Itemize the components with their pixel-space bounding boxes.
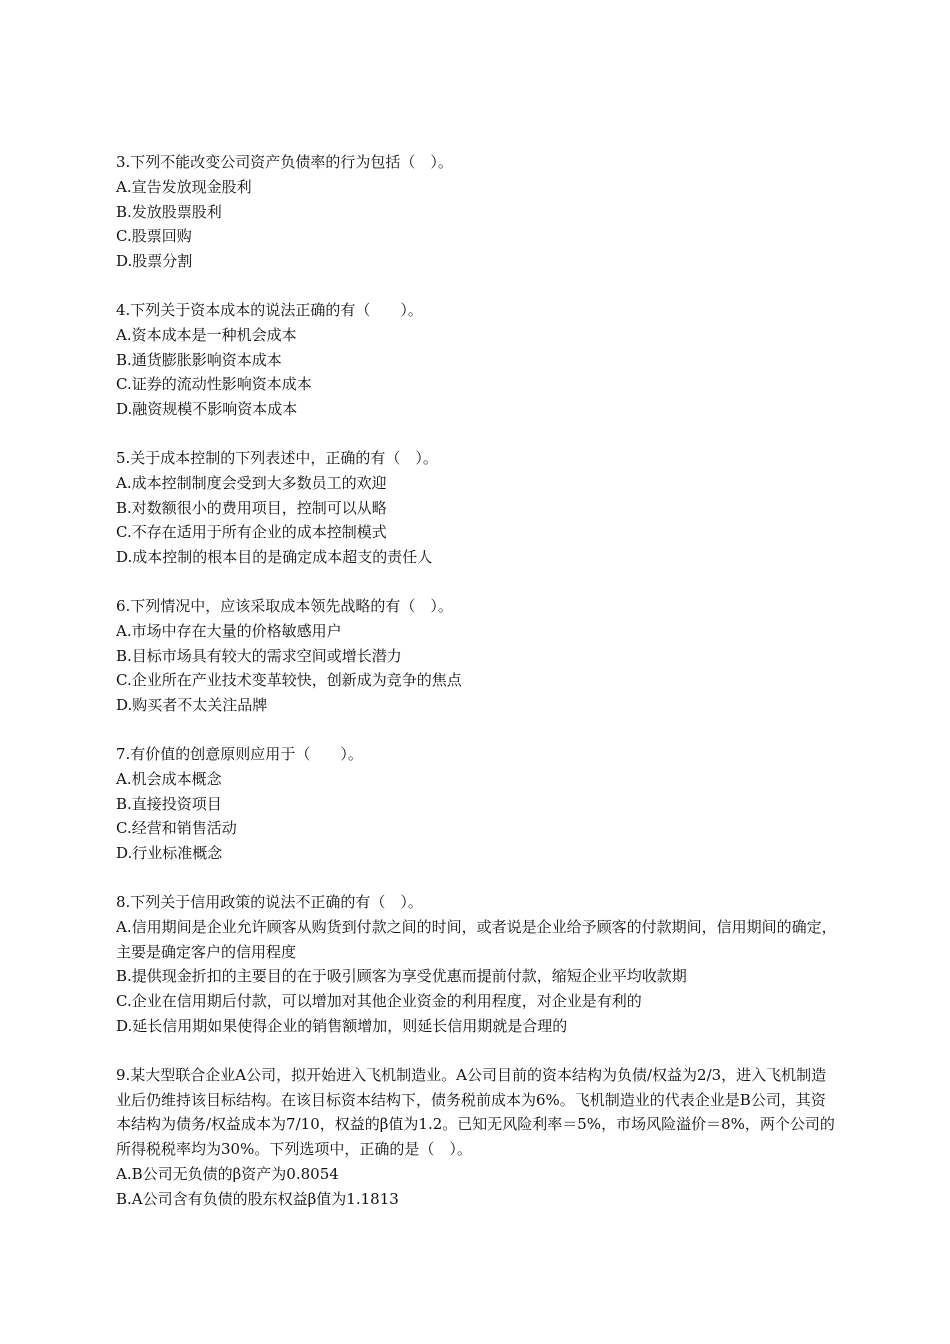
question-6 bbox=[116, 594, 840, 718]
option-c: C.证券的流动性影响资本成本 bbox=[116, 375, 312, 394]
option-a: A.信用期间是企业允许顾客从购货到付款之间的时间，或者说是企业给予顾客的付款期间，信用期间的确定，主要是确定客户的信用程度 bbox=[116, 917, 837, 961]
option-a: A.成本控制制度会受到大多数员工的欢迎 bbox=[116, 473, 387, 492]
option-c: C.股票回购 bbox=[116, 227, 192, 246]
option-a: A.宣告发放现金股利 bbox=[116, 177, 252, 196]
option-a: A.资本成本是一种机会成本 bbox=[116, 325, 297, 344]
option-d: D.延长信用期如果使得企业的销售额增加，则延长信用期就是合理的 bbox=[116, 1016, 568, 1035]
option-c: C.不存在适用于所有企业的成本控制模式 bbox=[116, 523, 387, 542]
question-9 bbox=[116, 1063, 840, 1212]
question-stem: 3.下列不能改变公司资产负债率的行为包括（ ）。 bbox=[116, 153, 453, 171]
option-d: D.成本控制的根本目的是确定成本超支的责任人 bbox=[116, 548, 433, 567]
option-a: A.机会成本概念 bbox=[116, 769, 222, 788]
question-7 bbox=[116, 742, 840, 866]
option-a: A.市场中存在大量的价格敏感用户 bbox=[116, 621, 342, 640]
question-4 bbox=[116, 298, 840, 422]
question-stem: 8.下列关于信用政策的说法不正确的有（ ）。 bbox=[116, 892, 423, 911]
option-d: D.行业标准概念 bbox=[116, 844, 223, 863]
question-stem: 7.有价值的创意原则应用于（ ）。 bbox=[116, 744, 363, 763]
document-page bbox=[116, 150, 840, 1235]
option-d: D.购买者不太关注品牌 bbox=[116, 696, 268, 715]
question-8 bbox=[116, 890, 840, 1039]
question-stem: 9.某大型联合企业A公司，拟开始进入飞机制造业。A公司目前的资本结构为负债/权益为2/3，进入飞机制造业后仍维持该目标结构。在该目标资本结构下，债务税前成本为6%。飞机制造业的代表企业是B公司，其资本结构为债务/权益成本为7/10，权益的β值为1.2。已知无风险利率＝5%，市场风险溢价＝8%，两个公司的所得税税率均为30%。下列选项中，正确的是（ ）。 bbox=[116, 1065, 835, 1159]
question-stem: 5.关于成本控制的下列表述中，正确的有（ ）。 bbox=[116, 448, 438, 467]
option-b: B.发放股票股利 bbox=[116, 202, 222, 221]
option-c: C.企业在信用期后付款，可以增加对其他企业资金的利用程度，对企业是有利的 bbox=[116, 992, 642, 1011]
option-c: C.经营和销售活动 bbox=[116, 819, 237, 838]
option-d: D.融资规模不影响资本成本 bbox=[116, 400, 298, 419]
option-b: B.直接投资项目 bbox=[116, 794, 222, 813]
option-b: B.通货膨胀影响资本成本 bbox=[116, 350, 282, 369]
question-3 bbox=[116, 150, 840, 274]
option-a: A.B公司无负债的β资产为0.8054 bbox=[116, 1164, 339, 1183]
option-b: B.对数额很小的费用项目，控制可以从略 bbox=[116, 498, 387, 517]
question-5 bbox=[116, 446, 840, 570]
question-stem: 4.下列关于资本成本的说法正确的有（ ）。 bbox=[116, 300, 423, 319]
option-c: C.企业所在产业技术变革较快，创新成为竞争的焦点 bbox=[116, 671, 462, 690]
option-b: B.目标市场具有较大的需求空间或增长潜力 bbox=[116, 646, 402, 665]
question-stem: 6.下列情况中，应该采取成本领先战略的有（ ）。 bbox=[116, 596, 453, 615]
option-d: D.股票分割 bbox=[116, 252, 193, 271]
option-b: B.A公司含有负债的股东权益β值为1.1813 bbox=[116, 1189, 399, 1208]
option-b: B.提供现金折扣的主要目的在于吸引顾客为享受优惠而提前付款，缩短企业平均收款期 bbox=[116, 967, 687, 986]
